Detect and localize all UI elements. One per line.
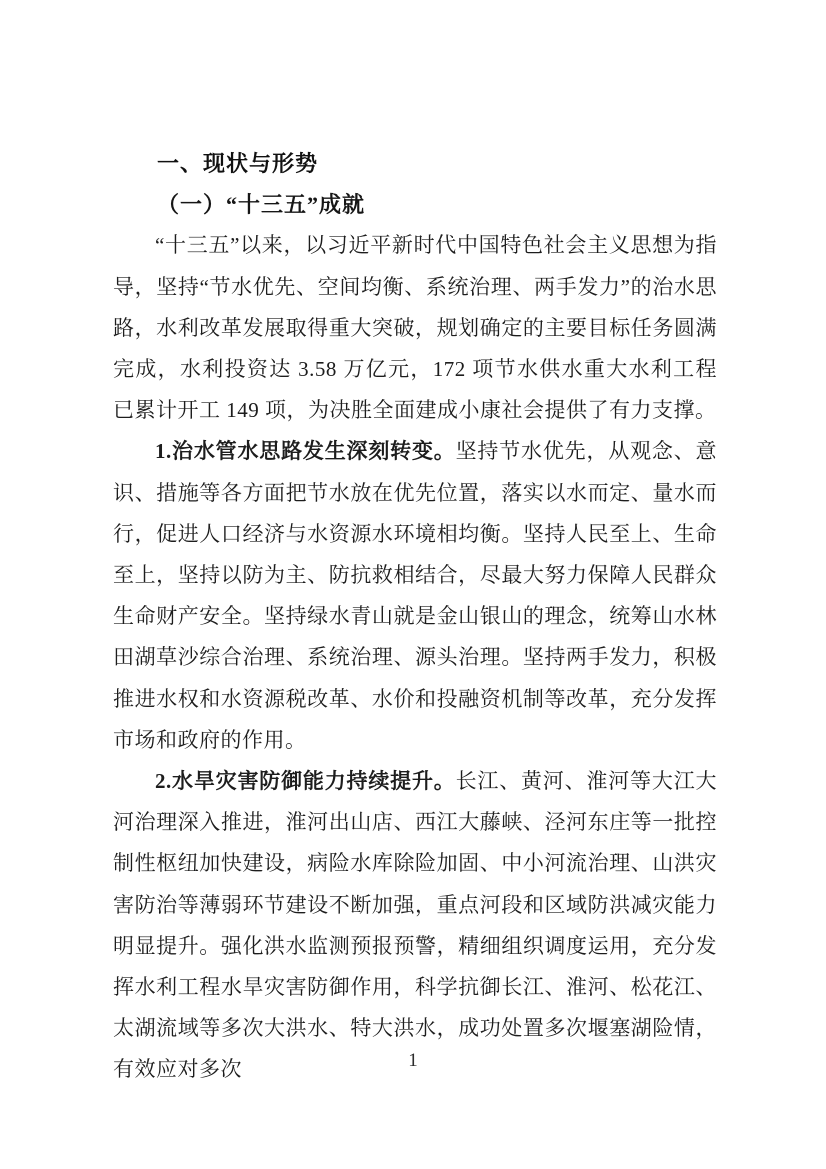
- paragraph-3-lead: 2.水旱灾害防御能力持续提升。: [155, 769, 456, 794]
- paragraph-2-lead: 1.治水管水思路发生深刻转变。: [155, 439, 456, 464]
- subsection-heading: （一）“十三五”成就: [157, 192, 366, 218]
- document-content: [113, 143, 717, 1091]
- section-heading: 一、现状与形势: [157, 151, 319, 176]
- paragraph-2: [113, 431, 717, 761]
- page-number: 1: [408, 1050, 418, 1071]
- paragraph-3-text: 长江、黄河、淮河等大江大河治理深入推进，淮河出山店、西江大藤峡、泾河东庄等一批控制性枢纽加快建设，病险水库除险加固、中小河流治理、山洪灾害防治等薄弱环节建设不断加强，重点河段和区域防洪减灾能力明显提升。强化洪水监测预报预警，精细组织调度运用，充分发挥水利工程水旱灾害防御作用，科学抗御长江、淮河、松花江、太湖流域等多次大洪水、特大洪水，成功处置多次堰塞湖险情，有效应对多次: [113, 769, 718, 1082]
- paragraph-3: [113, 761, 717, 1091]
- paragraph-1-text: “十三五”以来，以习近平新时代中国特色社会主义思想为指导，坚持“节水优先、空间均衡、系统治理、两手发力”的治水思路，水利改革发展取得重大突破，规划确定的主要目标任务圆满完成，水利投资达 3.58 万亿元，172 项节水供水重大水利工程已累计开工 149 项，为决胜全面建成小康社会提供了有力支撑。: [113, 233, 717, 423]
- paragraph-1: [113, 225, 717, 431]
- paragraph-2-text: 坚持节水优先，从观念、意识、措施等各方面把节水放在优先位置，落实以水而定、量水而行，促进人口经济与水资源水环境相均衡。坚持人民至上、生命至上，坚持以防为主、防抗救相结合，尽最大努力保障人民群众生命财产安全。坚持绿水青山就是金山银山的理念，统筹山水林田湖草沙综合治理、系统治理、源头治理。坚持两手发力，积极推进水权和水资源税改革、水价和投融资机制等改革，充分发挥市场和政府的作用。: [113, 439, 718, 752]
